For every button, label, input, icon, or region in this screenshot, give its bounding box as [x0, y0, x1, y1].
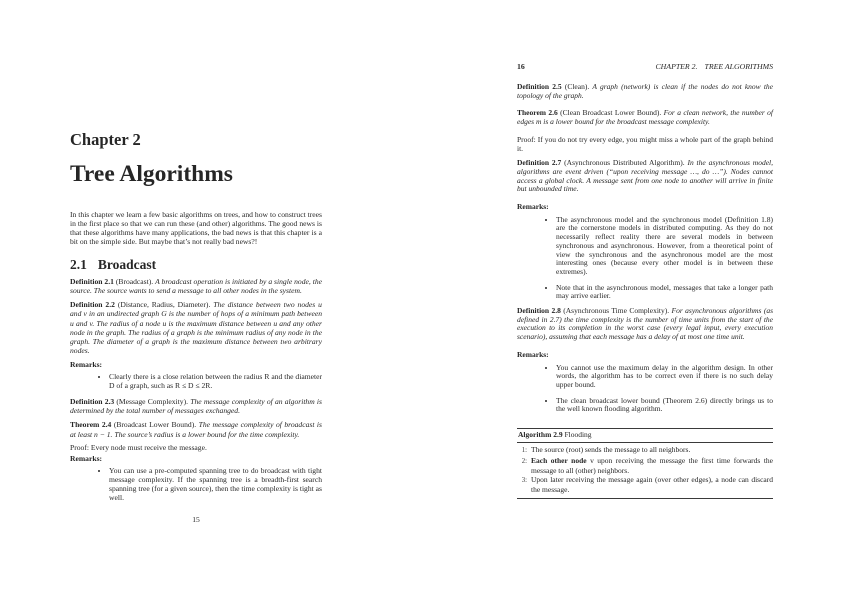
running-header [517, 62, 773, 71]
step-text: v upon receiving the message the first time forwards the message to all (other) neighbors. [531, 456, 773, 475]
definition-2-7 [517, 159, 773, 194]
algorithm-2-9-steps [517, 443, 773, 499]
remark-item: • Note that in the asynchronous model, messages that take a longer path may arrive earlier. [556, 284, 773, 301]
definition-2-7-label: Definition 2.7 [517, 158, 562, 168]
section-title: Broadcast [97, 257, 157, 273]
section-heading-broadcast [70, 258, 322, 273]
running-header-title [655, 62, 773, 71]
definition-2-5-name: (Clean). [564, 82, 590, 91]
definition-2-2 [70, 300, 322, 355]
remarks-label: Remarks: [517, 202, 549, 212]
algorithm-step-3 [517, 476, 773, 494]
page-number-15: 15 [192, 515, 200, 524]
algorithm-step-1 [517, 446, 773, 456]
chapter-intro-paragraph: In this chapter we learn a few basic algorithms on trees, and how to construct trees in the first place so that we can run these (and other) algorithms. The good news is that these algorithms have many applications, the bad news is that this chapter is a bit on the simple side. But maybe that’s not really bad news?! [70, 209, 322, 247]
definition-2-8 [517, 307, 773, 342]
chapter-number-heading: Chapter 2 [70, 130, 141, 149]
running-header-chapter-title: TREE ALGORITHMS [704, 62, 773, 71]
definition-2-3-label: Definition 2.3 [70, 397, 115, 407]
remarks-block-2 [517, 351, 773, 414]
theorem-2-4-name: (Broadcast Lower Bound). [113, 420, 197, 430]
remarks-list [70, 372, 322, 390]
remark-item: • The asynchronous model and the synchronous model (Definition 1.8) are the cornerstone models in distributed computing. As they do not necessarily reflect reality there are several models in between synchronous and asynchronous. However, from a theoretical point of view the synchronous and the asynchronous model are the most interesting ones (because every other model is in between these extremes). [556, 216, 773, 277]
running-header-chapter: CHAPTER 2. [655, 62, 698, 71]
definition-2-2-name: (Distance, Radius, Diameter). [117, 300, 211, 310]
step-bold-text: Each other node [531, 456, 587, 465]
definition-2-7-body: In the asynchronous model, algorithms are event driven (“upon receiving message …, do …”). Nodes cannot access a global clock. A message sent from one node to another will arrive in finite but unbounded time. [517, 158, 773, 194]
page-left [70, 0, 322, 502]
definition-2-8-label: Definition 2.8 [517, 306, 561, 316]
remarks-list [70, 466, 322, 502]
step-text: The source (root) sends the message to all neighbors. [531, 445, 691, 455]
theorem-2-6-body: For a clean network, the number of edges m is a lower bound for the broadcast message complexity. [517, 108, 773, 127]
definition-2-3-name: (Message Complexity). [116, 397, 188, 407]
algorithm-2-9-label: Algorithm 2.9 [518, 430, 563, 440]
remarks-block-1 [517, 203, 773, 301]
theorem-2-4 [70, 420, 322, 438]
definition-2-1-label: Definition 2.1 [70, 277, 114, 287]
definition-2-3 [70, 397, 322, 415]
theorem-2-6-label: Theorem 2.6 [517, 108, 558, 118]
definition-2-2-body: The distance between two nodes u and v in an undirected graph G is the number of hops of a minimum path between u and v. The radius of a node u is the maximum distance between u and any other node in the graph. The radius of a graph is the minimum radius of any node in the graph. The diameter of a graph is the maximum distance between two arbitrary nodes. [70, 300, 322, 355]
definition-2-5-label: Definition 2.5 [517, 82, 562, 91]
chapter-title-heading: Tree Algorithms [70, 161, 233, 188]
definition-2-8-name: (Asynchronous Time Complexity). [563, 306, 670, 316]
theorem-2-6 [517, 109, 773, 126]
remark-item: • Clearly there is a close relation between the radius R and the diameter D of a graph, such as R ≤ D ≤ 2R. [109, 372, 322, 390]
theorem-2-4-body: The message complexity of broadcast is at least n − 1. The source’s radius is a lower bound for the time complexity. [70, 420, 322, 439]
definition-2-1-body: A broadcast operation is initiated by a single node, the source. The source wants to send a message to all other nodes in the system. [70, 277, 322, 296]
remarks-block-2 [70, 454, 322, 502]
proof-2-6: Proof: If you do not try every edge, you might miss a whole part of the graph behind it. [517, 134, 773, 153]
remarks-block-1 [70, 360, 322, 390]
step-number: 2: [521, 458, 527, 465]
definition-2-1 [70, 277, 322, 295]
remarks-list [517, 364, 773, 415]
definition-2-3-body: The message complexity of an algorithm is determined by the total number of messages exchanged. [70, 397, 322, 416]
theorem-2-6-name: (Clean Broadcast Lower Bound). [560, 108, 662, 118]
step-number: 3: [521, 477, 527, 485]
remarks-label: Remarks: [517, 349, 549, 359]
page-number-16: 16 [517, 62, 525, 71]
remark-item: • You can use a pre-computed spanning tree to do broadcast with tight message complexity. If the spanning tree is a breadth-first search spanning tree (for a given source), then the time complexity is tight as well. [109, 466, 322, 502]
proof-2-4: Proof: Every node must receive the message. [70, 442, 207, 452]
algorithm-2-9-title [517, 428, 773, 443]
theorem-2-4-label: Theorem 2.4 [70, 420, 112, 430]
definition-2-2-label: Definition 2.2 [70, 300, 115, 310]
algorithm-2-9-box [517, 428, 773, 499]
definition-2-1-name: (Broadcast). [115, 277, 154, 287]
definition-2-8-body: For asynchronous algorithms (as defined in 2.7) the time complexity is the number of time units from the start of the execution to its completion in the worst case (every legal input, every execution scenario), assuming that each message has a delay of at most one time unit. [517, 306, 774, 342]
definition-2-5-body: A graph (network) is clean if the nodes do not know the topology of the graph. [517, 82, 774, 100]
step-text: Upon later receiving the message again (over other edges), a node can discard the message. [531, 475, 773, 495]
definition-2-7-name: (Asynchronous Distributed Algorithm). [564, 158, 685, 168]
page-right [517, 0, 773, 499]
definition-2-5 [517, 83, 773, 100]
remark-item: • The clean broadcast lower bound (Theorem 2.6) directly brings us to the well known flooding algorithm. [556, 397, 773, 414]
remark-item: • You cannot use the maximum delay in the algorithm design. In other words, the algorithm has to be correct even if there is no such delay upper bound. [556, 364, 773, 390]
remarks-label: Remarks: [70, 359, 103, 369]
remarks-label: Remarks: [70, 453, 103, 463]
step-number: 1: [521, 447, 527, 455]
algorithm-2-9-name: Flooding [564, 430, 592, 440]
remarks-list [517, 216, 773, 301]
algorithm-step-2 [517, 457, 773, 475]
section-number: 2.1 [70, 257, 87, 273]
